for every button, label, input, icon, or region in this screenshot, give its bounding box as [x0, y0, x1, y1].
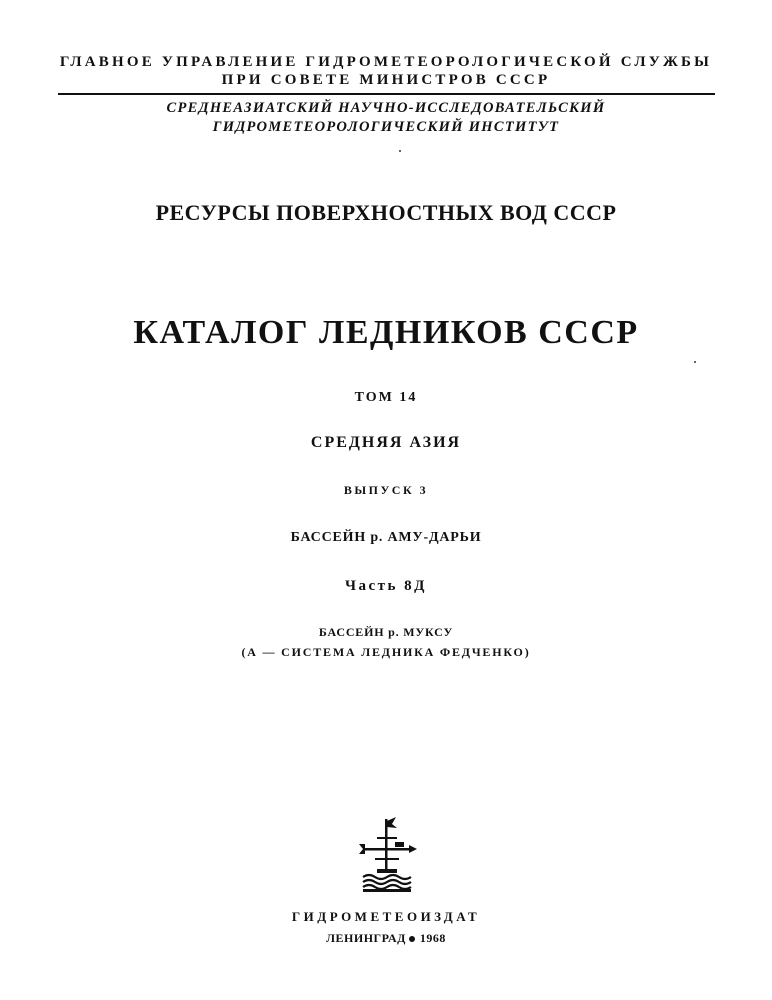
print-speck: [399, 150, 401, 152]
header-divider: [58, 93, 715, 95]
separator-dot-icon: [409, 936, 415, 942]
series-title: РЕСУРСЫ ПОВЕРХНОСТНЫХ ВОД СССР: [155, 200, 617, 225]
imprint-line: [0, 931, 772, 946]
organization-name-line1: ГЛАВНОЕ УПРАВЛЕНИЕ ГИДРОМЕТЕОРОЛОГИЧЕСКОЙ СЛУЖБЫ: [59, 54, 713, 70]
organization-name-line2: ПРИ СОВЕТЕ МИНИСТРОВ СССР: [221, 72, 551, 88]
institute-name-line1: СРЕДНЕАЗИАТСКИЙ НАУЧНО-ИССЛЕДОВАТЕЛЬСКИЙ: [166, 100, 606, 116]
issue-label: ВЫПУСК 3: [343, 483, 429, 497]
main-title: КАТАЛОГ ЛЕДНИКОВ СССР: [133, 314, 639, 351]
volume-label: ТОМ 14: [354, 390, 418, 405]
institute-name-line2: ГИДРОМЕТЕОРОЛОГИЧЕСКИЙ ИНСТИТУТ: [212, 119, 560, 135]
sub-basin-label: БАССЕЙН р. МУКСУ: [318, 625, 454, 639]
print-speck: [694, 361, 696, 363]
publication-year: 1968: [419, 931, 446, 945]
region-label: СРЕДНЯЯ АЗИЯ: [310, 434, 462, 451]
glacier-system-label: (А — СИСТЕМА ЛЕДНИКА ФЕДЧЕНКО): [241, 645, 531, 659]
part-label: Часть 8Д: [344, 578, 428, 594]
publisher-name: ГИДРОМЕТЕОИЗДАТ: [291, 909, 481, 924]
city-name: ЛЕНИНГРАД: [326, 931, 406, 945]
basin-label: БАССЕЙН р. АМУ-ДАРЬИ: [290, 530, 482, 545]
weather-vane-emblem-icon: [355, 815, 419, 893]
